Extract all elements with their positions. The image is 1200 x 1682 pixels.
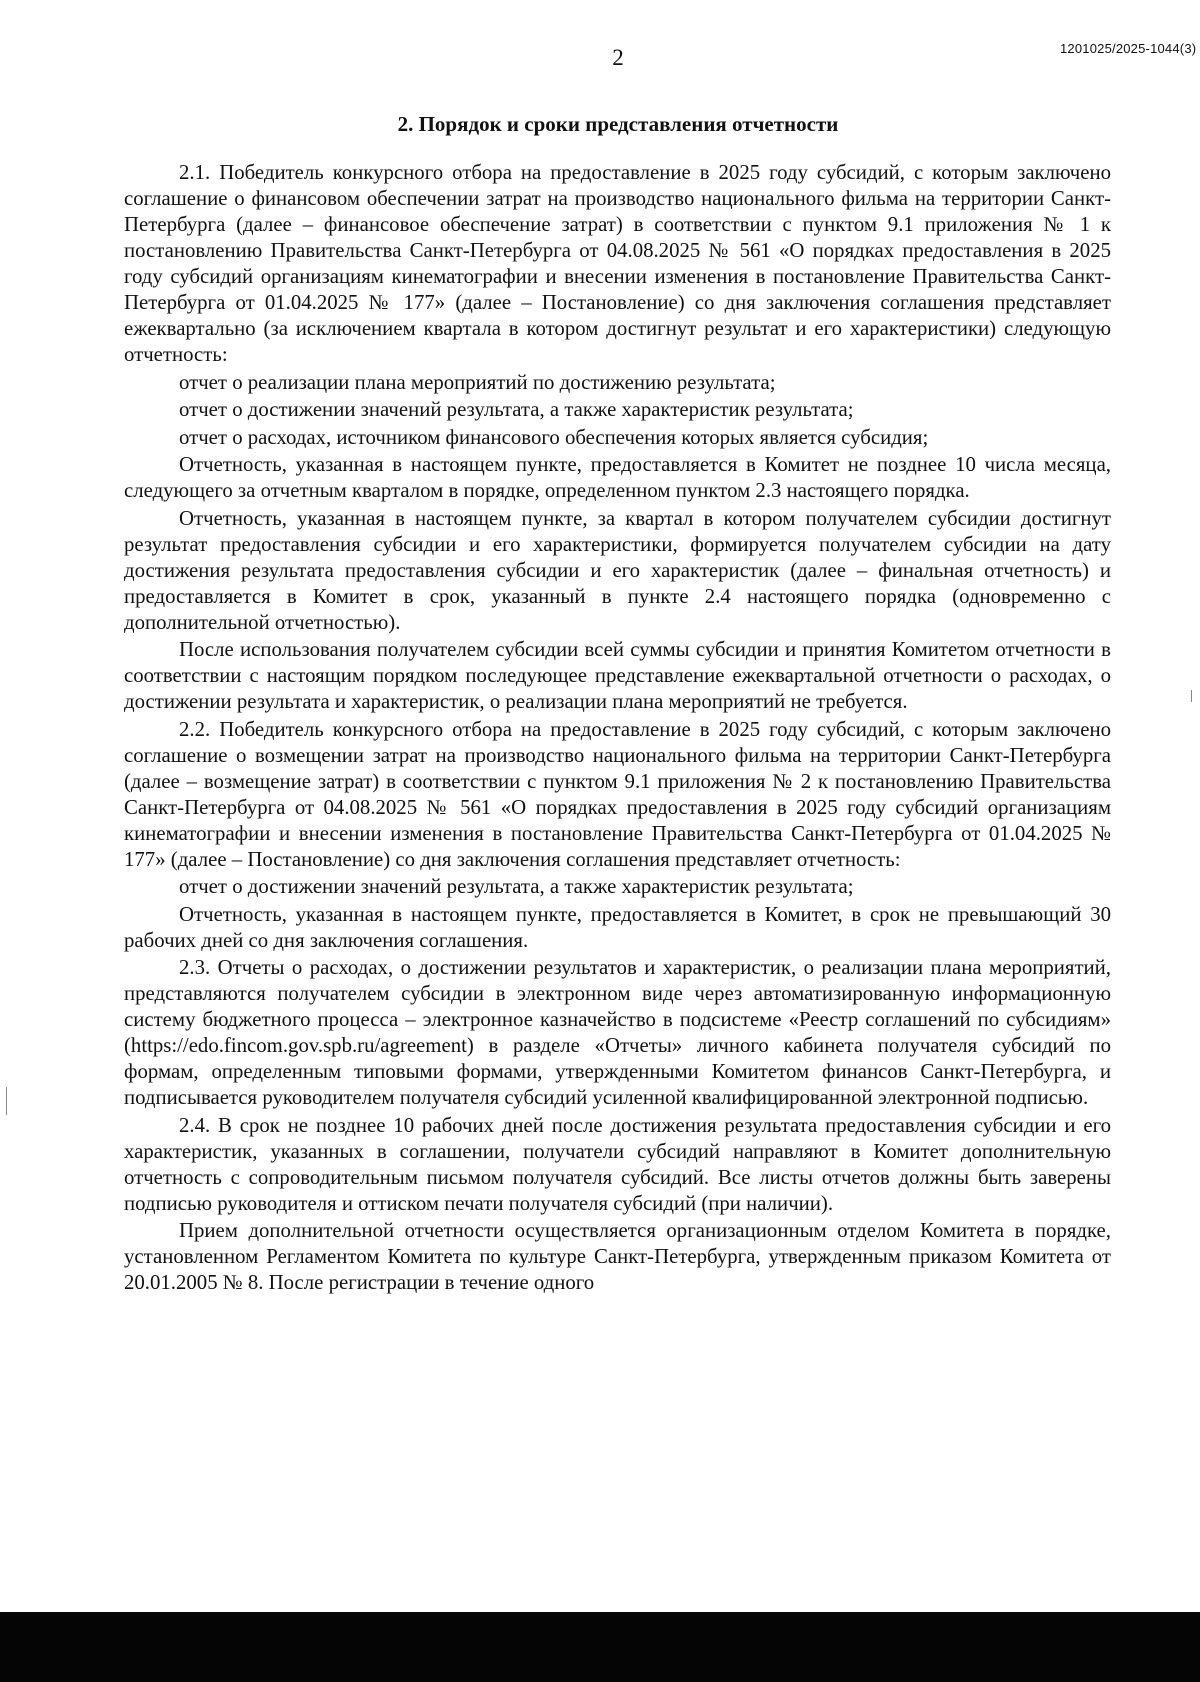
list-item-report-results-2: отчет о достижении значений результата, а также характеристик результата; bbox=[179, 875, 854, 898]
paragraph-30-days: Отчетность, указанная в настоящем пункте, предоставляется в Комитет, в срок не превышающий 30 рабочих дней со дня заключения соглашения. bbox=[124, 902, 1111, 952]
page-number: 2 bbox=[612, 45, 624, 70]
paragraph-reporting-deadline: Отчетность, указанная в настоящем пункте, предоставляется в Комитет не позднее 10 числа месяца, следующего за отчетным кварталом в порядке, определенном пунктом 2.3 настоящего порядка. bbox=[124, 453, 1111, 502]
section-title: 2. Порядок и сроки представления отчетности bbox=[397, 112, 839, 136]
paragraph-after-subsidy-use: После использования получателем субсидии всей суммы субсидии и принятия Комитетом отчетности в соответствии с настоящим порядком последующее представление ежеквартальной отчетности о расходах, о достижении результата и характеристик, о реализации плана мероприятий не требуется. bbox=[124, 638, 1111, 713]
paragraph-2-1: 2.1. Победитель конкурсного отбора на предоставление в 2025 году субсидий, с которым заключено соглашение о финансовом обеспечении затрат на производство национального фильма на территории Санкт-Петербурга (далее – финансовое обеспечение затрат) в соответствии с пунктом 9.1 приложения № 1 к постановлению Правительства Санкт-Петербурга от 04.08.2025 № 561 «О порядках предоставления в 2025 году субсидий организациям кинематографии и внесении изменения в постановление Правительства Санкт-Петербурга от 01.04.2025 № 177» (далее – Постановление) со дня заключения соглашения представляет ежеквартально (за исключением квартала в котором достигнут результат и его характеристики) следующую отчетность: bbox=[124, 161, 1111, 366]
scan-artifact-mark bbox=[1191, 690, 1192, 702]
paragraph-2-4: 2.4. В срок не позднее 10 рабочих дней после достижения результата предоставления субсидии и его характеристик, указанных в соглашении, получатели субсидий направляют в Комитет дополнительную отчетность с сопроводительным письмом получателя субсидий. Все листы отчетов должны быть заверены подписью руководителя и оттиском печати получателя субсидий (при наличии). bbox=[124, 1113, 1111, 1215]
scan-bottom-border bbox=[0, 1612, 1200, 1682]
paragraph-reception: Прием дополнительной отчетности осуществляется организационным отделом Комитета в порядке, установленном Регламентом Комитета по культуре Санкт-Петербурга, утвержденным приказом Комитета от 20.01.2005 № 8. После регистрации в течение одного bbox=[124, 1219, 1111, 1294]
document-body bbox=[124, 160, 1111, 1298]
paragraph-2-2: 2.2. Победитель конкурсного отбора на предоставление в 2025 году субсидий, с которым заключено соглашение о возмещении затрат на производство национального фильма на территории Санкт-Петербурга (далее – возмещение затрат) в соответствии с пунктом 9.1 приложения № 2 к постановлению Правительства Санкт-Петербурга от 04.08.2025 № 561 «О порядках предоставления в 2025 году субсидий организациям кинематографии и внесении изменения в постановление Правительства Санкт-Петербурга от 01.04.2025 № 177» (далее – Постановление) со дня заключения соглашения представляет отчетность: bbox=[124, 717, 1111, 871]
scan-artifact-mark bbox=[6, 1087, 7, 1115]
paragraph-2-3: 2.3. Отчеты о расходах, о достижении результатов и характеристик, о реализации плана мероприятий, представляются получателем субсидии в электронном виде через автоматизированную информационную систему бюджетного процесса – электронное казначейство в подсистеме «Реестр соглашений по субсидиям» (https://edo.fincom.gov.spb.ru/agreement) в разделе «Отчеты» личного кабинета получателя субсидий по формам, определенным типовыми формами, утвержденными Комитетом финансов Санкт-Петербурга, и подписывается руководителем получателя субсидий усиленной квалифицированной электронной подписью. bbox=[124, 956, 1111, 1109]
list-item-report-results: отчет о достижении значений результата, а также характеристик результата; bbox=[179, 398, 854, 421]
list-item-report-expenses: отчет о расходах, источником финансового обеспечения которых является субсидия; bbox=[179, 425, 929, 449]
list-item-report-plan: отчет о реализации плана мероприятий по достижению результата; bbox=[179, 370, 776, 394]
paragraph-final-reporting: Отчетность, указанная в настоящем пункте, за квартал в котором получателем субсидии достигнут результат предоставления субсидии и его характеристики, формируется получателем субсидии на дату достижения результата предоставления субсидии и его характеристик (далее – финальная отчетность) и предоставляется в Комитет в срок, указанный в пункте 2.4 настоящего порядка (одновременно с дополнительной отчетностью). bbox=[124, 506, 1111, 634]
document-reference-number: 1201025/2025-1044(3) bbox=[1060, 41, 1197, 56]
